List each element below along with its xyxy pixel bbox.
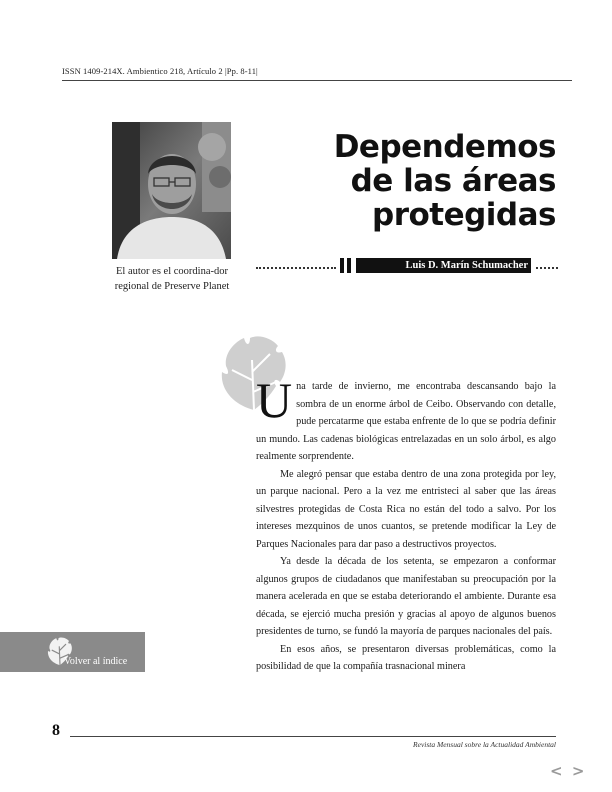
paragraph xyxy=(256,372,556,466)
photo-caption: El autor es el coordina-dor regional de Preserve Planet xyxy=(114,266,230,292)
article-body xyxy=(256,372,556,676)
journal-name: Revista Mensual sobre la Actualidad Ambiental xyxy=(413,740,556,749)
issn-line: ISSN 1409-214X. Ambientico 218, Artículo 2 |Pp. 8-11| xyxy=(62,66,258,76)
dotted-divider-right xyxy=(536,267,558,269)
author-byline: Luis D. Marín Schumacher xyxy=(356,258,531,273)
author-bars-ornament xyxy=(340,258,354,273)
footer-rule xyxy=(70,736,556,737)
author-photo xyxy=(112,122,231,259)
title-line: protegidas xyxy=(372,197,556,233)
page-number: 8 xyxy=(52,722,60,739)
paragraph: Me alegró pensar que estaba dentro de una zona protegida por ley, un parque nacional. Pero a la vez me entristeci al saber que las áreas silvestres protegidas de Costa Rica no están del todo a salvo. Por los intereses mezquinos de unos cuantos, se pretende modificar la Ley de Parques Nacionales para dar paso a destructivos proyectos. xyxy=(256,468,556,550)
back-to-index-button[interactable] xyxy=(0,632,145,672)
paragraph: En esos años, se presentaron diversas problemáticas, como la posibilidad de que la compañía trasnacional minera xyxy=(256,643,556,672)
back-to-index-label: Volver al índice xyxy=(64,656,128,667)
paragraph: Ya desde la década de los setenta, se empezaron a conformar algunos grupos de ciudadanos que manifestaban su preocupación por la manera acelerada en que se estaba deteriorando el ambiente. Durante esa década, se ejerció mucha presión y gracias al apoyo de algunos buenos presidentes de turno, se fundó la mayoría de parques nacionales del país. xyxy=(256,556,556,637)
title-line: de las áreas xyxy=(350,163,556,199)
paragraph-text: na tarde de invierno, me encontraba descansando bajo la sombra de un enorme árbol de Ceibo. Observando con detalle, pude percatarme que estaba enfrente de lo que se podría definir un mundo. Las cadenas biológicas entrelazadas en un solo árbol, es algo realmente sorprendente. xyxy=(256,381,556,462)
page-navigation xyxy=(550,762,586,780)
article-title xyxy=(300,130,556,232)
title-line: Dependemos xyxy=(333,129,556,165)
dotted-divider-left xyxy=(256,267,336,269)
drop-cap: U xyxy=(256,372,293,428)
header-rule xyxy=(62,80,572,81)
author-portrait-image xyxy=(112,122,231,259)
previous-page-button[interactable]: < xyxy=(550,762,565,780)
next-page-button[interactable]: > xyxy=(571,762,587,780)
